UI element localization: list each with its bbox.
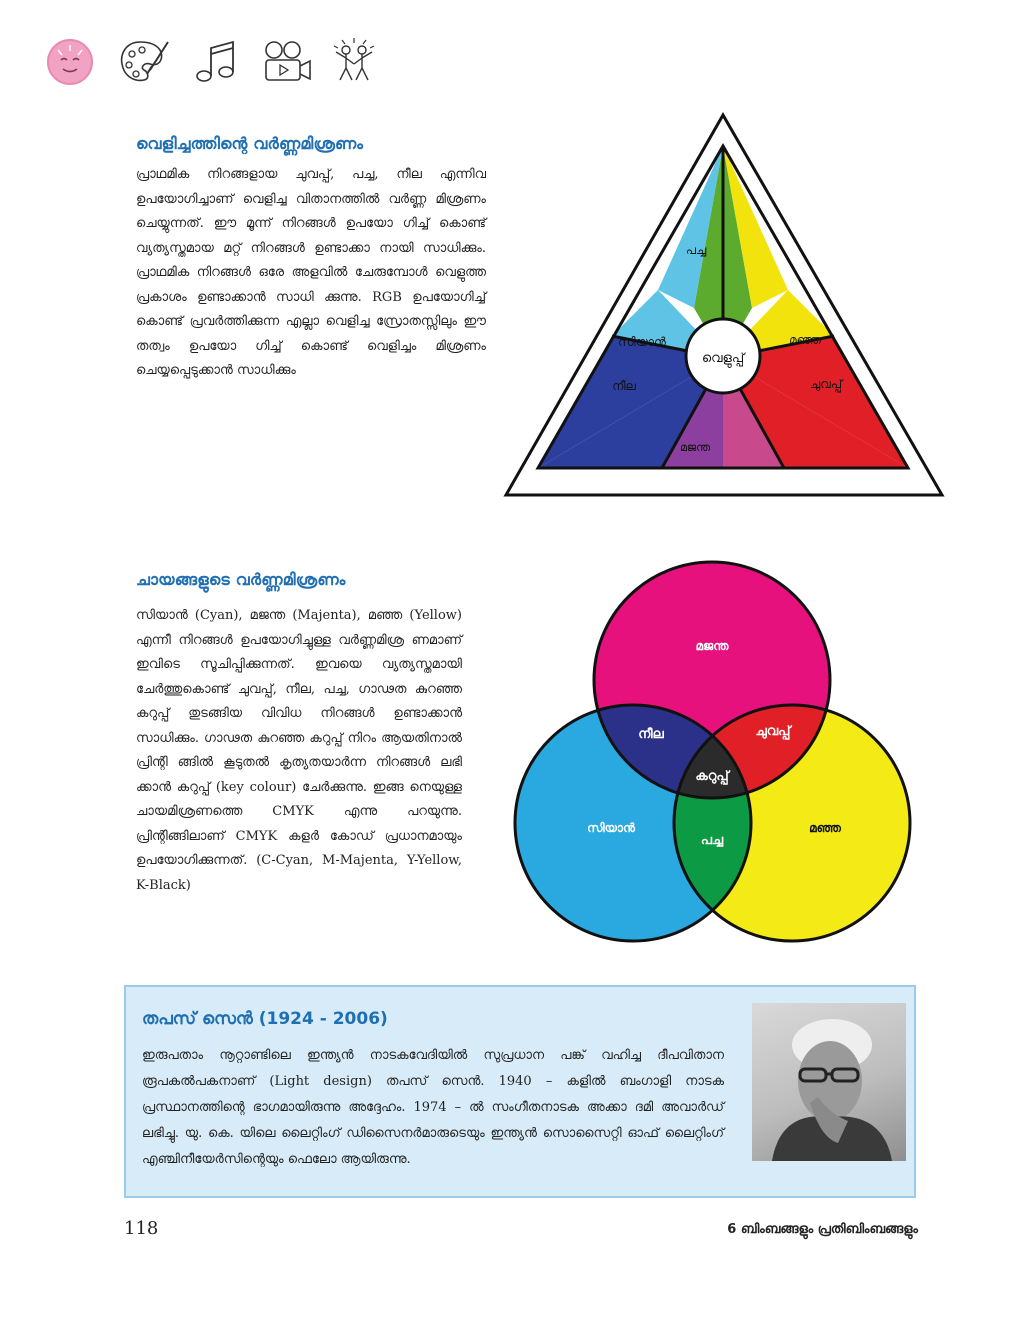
pigment-mixing-paragraph: സിയാൻ (Cyan), മജന്ത (Majenta), മഞ്ഞ (Yellow) എന്നീ നിറങ്ങൾ ഉപയോഗിച്ചുള്ള വർണ്ണമിശ്ര ണമാണ് ഇവിടെ സൂചിപ്പിക്കുന്നത്. ഇവയെ വ്യത്യസ്തമായി ചേർത്തുകൊണ്ട് ചുവപ്പ്, നീല, പച്ച, ഗാഢത കുറഞ്ഞ കറുപ്പ് തുടങ്ങിയ വിവിധ നിറങ്ങൾ ഉണ്ടാക്കാൻ സാധിക്കും. ഗാഢത കുറഞ്ഞ കറുപ്പ് നിറം ആയതിനാൽ പ്രിന്റി ങ്ങിൽ കൂടുതൽ കൃത്യതയാർന്ന നിറങ്ങൾ ലഭി ക്കാൻ കറുപ്പ് (key colour) ചേർക്കുന്നു. ഇങ്ങ നെയുള്ള ചായമിശ്രണത്തെ CMYK എന്നു പറയുന്നു. പ്രിന്റിങ്ങിലാണ് CMYK കളർ കോഡ് പ്രധാനമായും ഉപയോഗിക്കുന്നത്. (C-Cyan, M-Majenta, Y-Yellow, K-Black): [136, 608, 462, 893]
tapas-sen-portrait: [752, 1003, 906, 1161]
label-black: കറുപ്പ്: [695, 769, 729, 784]
pigment-mixing-heading: ചായങ്ങളുടെ വർണ്ണമിശ്രണം: [136, 570, 346, 589]
light-mixing-heading: വെളിച്ചത്തിന്റെ വർണ്ണമിശ്രണം: [136, 134, 364, 153]
rgb-light-triangle-diagram: [500, 108, 950, 504]
bio-text: ഇരുപതാം നൂറ്റാണ്ടിലെ ഇന്ത്യൻ നാടകവേദിയിൽ സുപ്രധാന പങ്ക് വഹിച്ച ദീപവിതാന രൂപകൽപകനാണ് (Light design) തപസ് സെൻ. 1940 – കളിൽ ബംഗാളി നാടക പ്രസ്ഥാനത്തിന്റെ ഭാഗമായിരുന്നു അദ്ദേഹം. 1974 – ൽ സംഗീതനാടക അക്കാ ദമി അവാർഡ് ലഭിച്ചു. യു. കെ. യിലെ ലൈറ്റിംഗ് ഡിസൈനർമാരുടെയും ഇന്ത്യൻ സൊസൈറ്റി ഓഫ് ലൈറ്റിംഗ് എഞ്ചിനീയേർസിന്റെയും ഫെലോ ആയിരുന്നു.: [142, 1048, 724, 1167]
palette-icon: [116, 36, 172, 88]
label-magenta: മജന്ത: [695, 639, 729, 653]
chapter-title: 6 ബിംബങ്ങളും പ്രതിബിംബങ്ങളും: [727, 1222, 918, 1237]
bio-title: തപസ് സെൻ (1924 - 2006): [142, 1009, 388, 1029]
label-yellow: മഞ്ഞ: [789, 333, 821, 347]
page-number: 118: [124, 1218, 159, 1239]
dancers-icon: [326, 36, 382, 88]
label-red: ചുവപ്പ്: [755, 724, 791, 739]
film-camera-icon: [260, 36, 316, 88]
label-cyan: സിയാൻ: [587, 821, 635, 835]
label-red: ചുവപ്പ്: [809, 377, 843, 391]
label-blue: നീല: [612, 379, 636, 393]
tapas-sen-bio-box: [124, 985, 916, 1198]
label-cyan: സിയാൻ: [618, 335, 666, 349]
label-white: വെളുപ്പ്: [701, 351, 745, 366]
cmyk-venn-diagram: [505, 555, 920, 955]
label-magenta: മജന്ത: [679, 441, 711, 454]
label-green: പച്ച: [685, 243, 707, 257]
label-green: പച്ച: [700, 833, 724, 848]
label-blue: നീല: [638, 727, 664, 742]
music-notes-icon: [192, 36, 240, 88]
face-icon: [44, 36, 96, 88]
light-mixing-paragraph: പ്രാഥമിക നിറങ്ങളായ ചുവപ്പ്, പച്ച, നീല എന്നിവ ഉപയോഗിച്ചാണ് വെളിച്ച വിതാനത്തിൽ വർണ്ണ മിശ്രണം ചെയ്യുന്നത്. ഈ മൂന്ന് നിറങ്ങൾ ഉപയോ ഗിച്ച് കൊണ്ട് വ്യത്യസ്തമായ മറ്റ് നിറങ്ങൾ ഉണ്ടാക്കാ നായി സാധിക്കും. പ്രാഥമിക നിറങ്ങൾ ഒരേ അളവിൽ ചേരുമ്പോൾ വെളുത്ത പ്രകാശം ഉണ്ടാക്കാൻ സാധി ക്കുന്നു. RGB ഉപയോഗിച്ച് കൊണ്ട് പ്രവർത്തിക്കുന്ന എല്ലാ വെളിച്ച സ്രോതസ്സിലും ഈ തത്വം ഉപയോ ഗിച്ച് കൊണ്ട് വെളിച്ചം മിശ്രണം ചെയ്യപ്പെടുക്കാൻ സാധിക്കും: [136, 167, 486, 378]
label-yellow: മഞ്ഞ: [809, 821, 841, 835]
